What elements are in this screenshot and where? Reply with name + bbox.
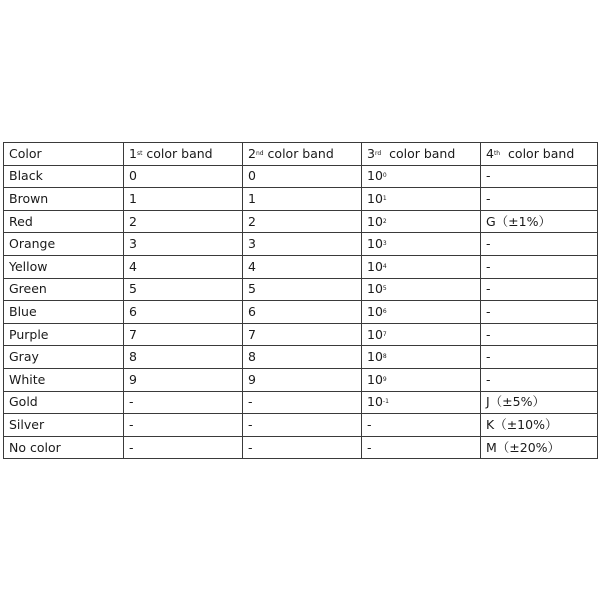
header-text: 1 [129, 145, 137, 161]
band1-digit-cell: 1 [124, 188, 243, 211]
color-name-cell: Gold [4, 391, 124, 414]
multiplier-base: 10 [367, 349, 383, 365]
multiplier-exponent: 7 [382, 330, 387, 338]
table-row [4, 323, 598, 346]
multiplier-base: 10 [367, 303, 383, 319]
multiplier-base: 10 [367, 213, 383, 229]
band4-tolerance-cell: M（±20%） [481, 436, 598, 459]
band1-digit-cell: 5 [124, 278, 243, 301]
resistor-color-code-table [3, 142, 598, 459]
band4-tolerance-cell: - [481, 368, 598, 391]
color-name-cell: Silver [4, 414, 124, 437]
band1-digit-cell: 3 [124, 233, 243, 256]
band4-tolerance-cell: - [481, 346, 598, 369]
header-ordinal: st [136, 149, 143, 157]
multiplier-base: 10 [367, 258, 383, 274]
band1-digit-cell: 6 [124, 301, 243, 324]
band1-digit-cell: - [124, 436, 243, 459]
band4-tolerance-cell: - [481, 278, 598, 301]
band4-tolerance-cell: - [481, 233, 598, 256]
band1-digit-cell: 2 [124, 210, 243, 233]
color-name-cell: Red [4, 210, 124, 233]
band3-multiplier-cell [362, 368, 481, 391]
table-row [4, 414, 598, 437]
band4-tolerance-cell: - [481, 165, 598, 188]
header-text: Color [9, 145, 42, 161]
band3-multiplier-cell [362, 436, 481, 459]
header-rest: color band [263, 145, 334, 161]
multiplier-exponent: 2 [382, 217, 387, 225]
band4-tolerance-cell: J（±5%） [481, 391, 598, 414]
band1-digit-cell: 8 [124, 346, 243, 369]
color-name-cell: Purple [4, 323, 124, 346]
table-row [4, 255, 598, 278]
header-ordinal: rd [374, 149, 382, 157]
multiplier-exponent: -1 [382, 398, 389, 406]
band1-digit-cell: 4 [124, 255, 243, 278]
header-text: 3 [367, 145, 375, 161]
multiplier-base: 10 [367, 326, 383, 342]
band2-digit-cell: 5 [243, 278, 362, 301]
band3-multiplier-cell [362, 188, 481, 211]
band3-multiplier-cell [362, 278, 481, 301]
multiplier-exponent: 8 [382, 353, 387, 361]
band2-digit-cell: 8 [243, 346, 362, 369]
header-ordinal: nd [255, 149, 264, 157]
table-row [4, 301, 598, 324]
band4-tolerance-cell: - [481, 301, 598, 324]
band2-digit-cell: 9 [243, 368, 362, 391]
color-name-cell: Gray [4, 346, 124, 369]
header-cell-band1 [124, 143, 243, 166]
table-row [4, 210, 598, 233]
header-cell-band3 [362, 143, 481, 166]
band3-multiplier-cell [362, 301, 481, 324]
color-name-cell: Black [4, 165, 124, 188]
multiplier-exponent: 3 [382, 240, 387, 248]
band3-multiplier-cell [362, 165, 481, 188]
header-ordinal: th [493, 149, 501, 157]
header-rest: color band [500, 145, 575, 161]
multiplier-exponent: 6 [382, 307, 387, 315]
multiplier-base: 10 [367, 190, 383, 206]
multiplier-exponent: 0 [382, 172, 387, 180]
color-name-cell: Green [4, 278, 124, 301]
band4-tolerance-cell: - [481, 188, 598, 211]
band2-digit-cell: 0 [243, 165, 362, 188]
band2-digit-cell: 2 [243, 210, 362, 233]
band1-digit-cell: 9 [124, 368, 243, 391]
band1-digit-cell: - [124, 414, 243, 437]
multiplier-exponent: 4 [382, 262, 387, 270]
header-cell-band4 [481, 143, 598, 166]
band3-multiplier-cell [362, 346, 481, 369]
band4-tolerance-cell: G（±1%） [481, 210, 598, 233]
band2-digit-cell: 1 [243, 188, 362, 211]
header-cell-color [4, 143, 124, 166]
band4-tolerance-cell: - [481, 255, 598, 278]
band1-digit-cell: 7 [124, 323, 243, 346]
table-row [4, 233, 598, 256]
multiplier-base: 10 [367, 394, 383, 410]
multiplier-base: 10 [367, 236, 383, 252]
band3-multiplier-cell [362, 323, 481, 346]
table-row [4, 391, 598, 414]
table-row [4, 188, 598, 211]
band3-multiplier-cell [362, 391, 481, 414]
multiplier-exponent: 1 [382, 194, 387, 202]
color-name-cell: Brown [4, 188, 124, 211]
color-name-cell: Blue [4, 301, 124, 324]
multiplier-base: - [367, 439, 372, 455]
color-name-cell: White [4, 368, 124, 391]
multiplier-exponent: 9 [382, 375, 387, 383]
table-row [4, 278, 598, 301]
multiplier-exponent: 5 [382, 285, 387, 293]
band1-digit-cell: 0 [124, 165, 243, 188]
band2-digit-cell: 3 [243, 233, 362, 256]
color-name-cell: Orange [4, 233, 124, 256]
band2-digit-cell: 7 [243, 323, 362, 346]
band4-tolerance-cell: K（±10%） [481, 414, 598, 437]
band2-digit-cell: - [243, 436, 362, 459]
multiplier-base: 10 [367, 168, 383, 184]
header-rest: color band [381, 145, 456, 161]
band2-digit-cell: 6 [243, 301, 362, 324]
table-row [4, 368, 598, 391]
color-name-cell: No color [4, 436, 124, 459]
header-row [4, 143, 598, 166]
band3-multiplier-cell [362, 210, 481, 233]
multiplier-base: 10 [367, 371, 383, 387]
table-row [4, 165, 598, 188]
header-text: 2 [248, 145, 256, 161]
band4-tolerance-cell: - [481, 323, 598, 346]
band2-digit-cell: 4 [243, 255, 362, 278]
multiplier-base: 10 [367, 281, 383, 297]
band3-multiplier-cell [362, 255, 481, 278]
table-row [4, 346, 598, 369]
header-cell-band2 [243, 143, 362, 166]
band2-digit-cell: - [243, 414, 362, 437]
band3-multiplier-cell [362, 233, 481, 256]
color-name-cell: Yellow [4, 255, 124, 278]
header-rest: color band [142, 145, 213, 161]
table-row [4, 436, 598, 459]
header-text: 4 [486, 145, 494, 161]
multiplier-base: - [367, 416, 372, 432]
band2-digit-cell: - [243, 391, 362, 414]
band3-multiplier-cell [362, 414, 481, 437]
resistor-color-code-table-container [3, 142, 598, 459]
band1-digit-cell: - [124, 391, 243, 414]
